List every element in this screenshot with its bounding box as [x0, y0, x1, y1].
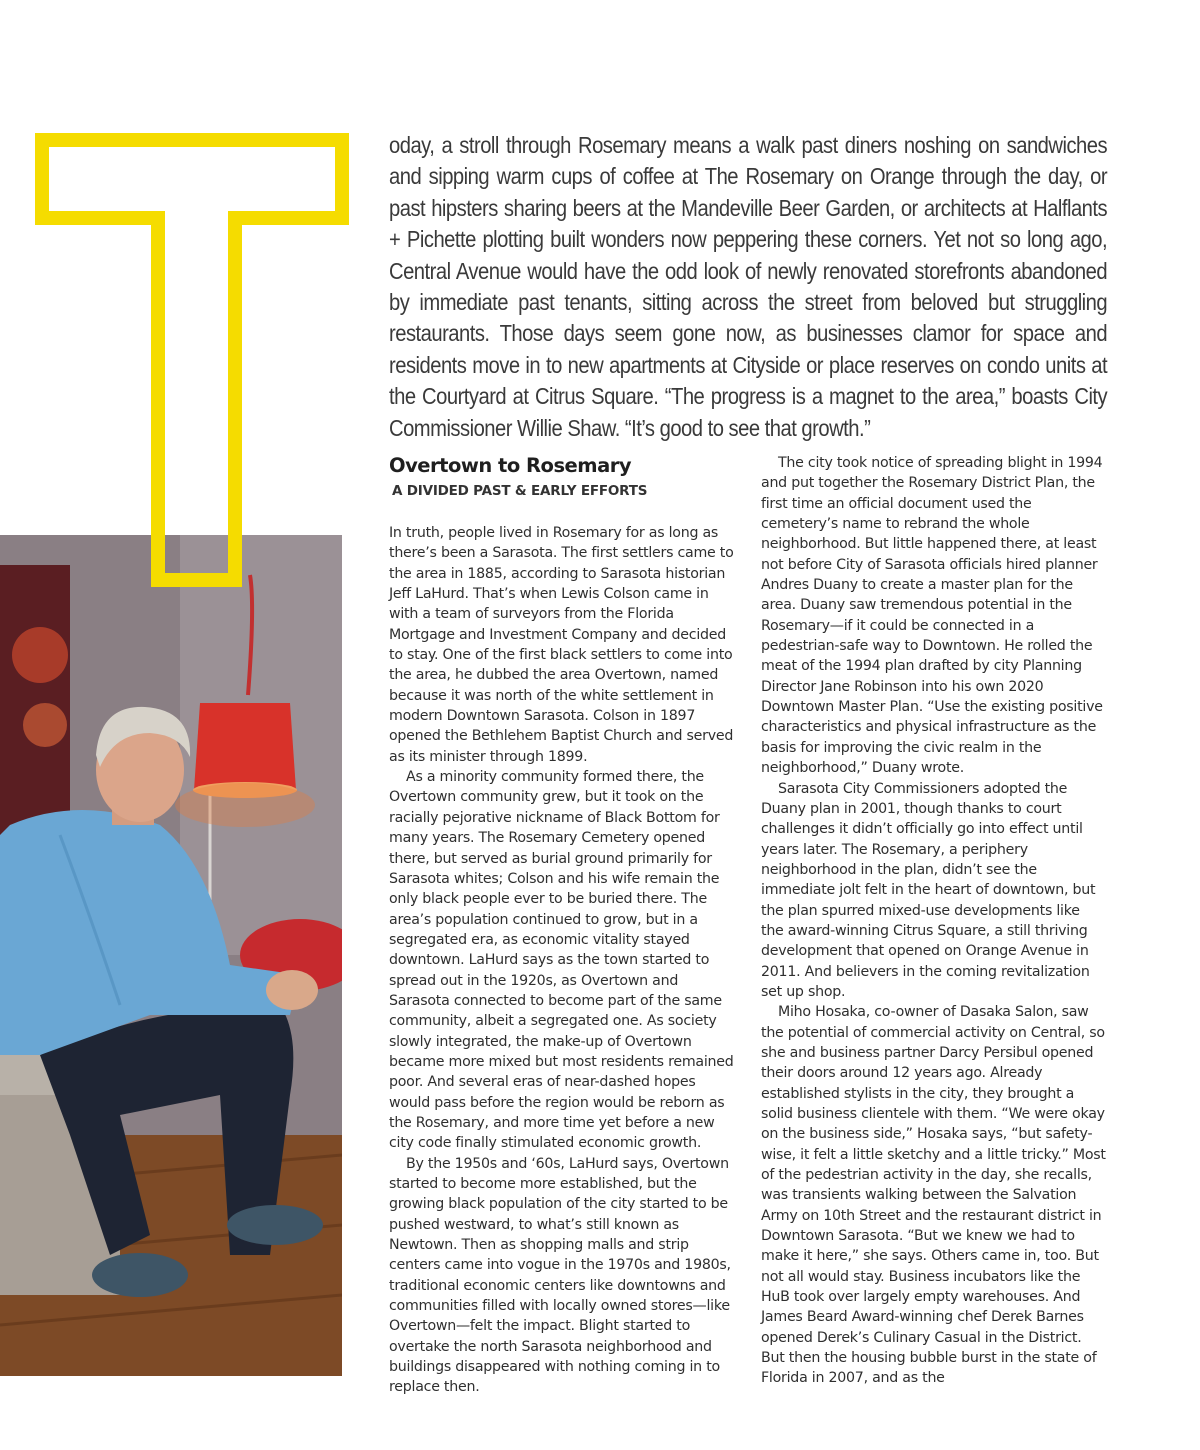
- drop-cap-outline: [42, 140, 342, 580]
- article-column-1: [389, 452, 734, 1398]
- intro-paragraph: oday, a stroll through Rosemary means a walk past diners noshing on sandwiches and sipping warm cups of coffee at The Rosemary on Orange through the day, or past hipsters sharing beers at the Mandeville Beer Garden, or architects at Halflants + Pichette plotting built wonders now peppering these corners. Yet not so long ago, Central Avenue would have the odd look of newly renovated storefronts abandoned by immediate past tenants, sitting across the street from beloved but struggling restaurants. Those days seem gone now, as businesses clamor for space and residents move in to new apartments at Cityside or place reserves on condo units at the Courtyard at Citrus Square. “The progress is a magnet to the area,” boasts City Commissioner Willie Shaw. “It’s good to see that growth.”: [389, 132, 1108, 441]
- body-paragraph: By the 1950s and ‘60s, LaHurd says, Overtown started to become more established, but the growing black population of the city started to be pushed westward, to what’s still known as Newtown. Then as shopping malls and strip centers came into vogue in the 1970s and 1980s, traditional economic centers like downtowns and communities filled with locally owned stores—like Overtown—felt the impact. Blight started to overtake the north Sarasota neighborhood and buildings disappeared with nothing coming in to replace then.: [389, 1155, 731, 1396]
- drop-cap-letter: [30, 130, 360, 600]
- body-paragraph: Miho Hosaka, co-owner of Dasaka Salon, saw the potential of commercial activity on Central, so she and business partner Darcy Persibul opened their doors around 12 years ago. Already established stylists in the city, they brought a solid business clientele with them. “We were okay on the business side,” Hosaka says, “but safety-wise, it felt a little sketchy and a little tricky.” Most of the pedestrian activity in the day, she recalls, was transients walking between the Salvation Army on 10th Street and the restaurant district in Downtown Sarasota. “But we knew we had to make it here,” she says. Others came in, too. But not all would stay. Business incubators like the HuB took over largely empty warehouses. And James Beard Award-winning chef Derek Barnes opened Derek’s Culinary Casual in the District. But then the housing bubble burst in the state of Florida in 2007, and as the: [761, 1004, 1106, 1387]
- body-paragraph: Sarasota City Commissioners adopted the Duany plan in 2001, though thanks to court challenges it didn’t officially go into effect until years later. The Rosemary, a periphery neighborhood in the plan, didn’t see the immediate jolt felt in the heart of downtown, but the plan spurred mixed-use developments like the award-winning Citrus Square, a still thriving development that opened on Orange Avenue in 2011. And believers in the coming revitalization set up shop.: [761, 780, 1096, 1000]
- body-paragraph: The city took notice of spreading blight in 1994 and put together the Rosemary District Plan, the first time an official document used the cemetery’s name to rebrand the whole neighborhood. But little happened there, at least not before City of Sarasota officials hired planner Andres Duany to create a master plan for the area. Duany saw tremendous potential in the Rosemary—if it could be connected in a pedestrian-safe way to Downtown. He rolled the meat of the 1994 plan drafted by city Planning Director Jane Robinson into his own 2020 Downtown Master Plan. “Use the existing positive characteristics and physical infrastructure as the basis for improving the civic realm in the neighborhood,” Duany wrote.: [761, 455, 1103, 777]
- portrait-illustration: [0, 535, 342, 1376]
- body-paragraph: As a minority community formed there, the Overtown community grew, but it took on the racially pejorative nickname of Black Bottom for many years. The Rosemary Cemetery opened there, but served as burial ground primarily for Sarasota whites; Colson and his wife remain the only black people ever to be buried there. The area’s population continued to grow, but in a segregated era, as economic vitality stayed downtown. LaHurd says as the town started to spread out in the 1920s, as Overtown and Sarasota connected to become part of the same community, albeit a segregated one. As society slowly integrated, the make-up of Overtown became more mixed but most residents remained poor. And several eras of near-dashed hopes would pass before the region would be reborn as the Rosemary, and more time yet before a new city code finally stimulated economic growth.: [389, 769, 734, 1152]
- section-subheading: A DIVIDED PAST & EARLY EFFORTS: [392, 483, 648, 499]
- section-heading: Overtown to Rosemary: [389, 454, 632, 477]
- article-column-2: [761, 453, 1106, 1389]
- portrait-photo: [0, 535, 342, 1376]
- body-paragraph: In truth, people lived in Rosemary for as long as there’s been a Sarasota. The first settlers came to the area in 1885, according to Sarasota historian Jeff LaHurd. That’s when Lewis Colson came in with a team of surveyors from the Florida Mortgage and Investment Company and decided to stay. One of the first black settlers to come into the area, he dubbed the area Overtown, named because it was north of the white settlement in modern Downtown Sarasota. Colson in 1897 opened the Bethlehem Baptist Church and served as its minister through 1899.: [389, 525, 734, 765]
